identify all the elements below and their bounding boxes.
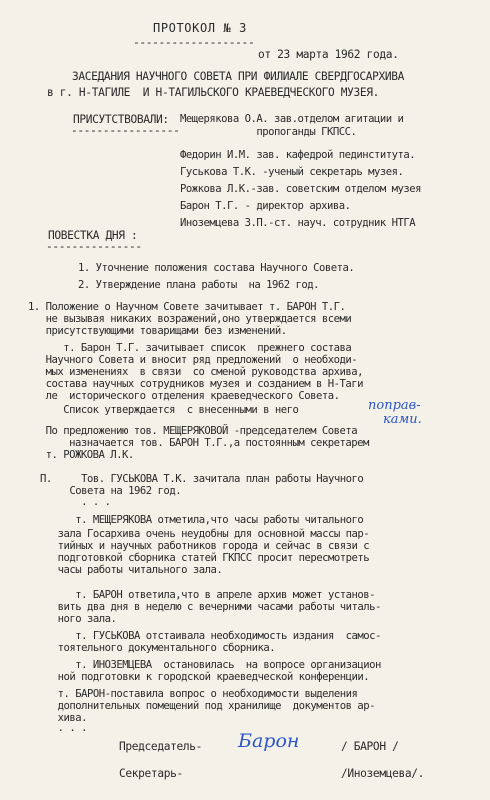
body-line: мых изменениях в связи со сменой руководства архива, <box>28 366 364 378</box>
body-line: Список утверждается с внесенными в него <box>28 404 299 416</box>
agenda-underline: --------------- <box>46 240 142 253</box>
body-line: вить два дня в неделю с вечерними часами работы читаль- <box>40 601 381 613</box>
body-line: . . . <box>40 722 88 734</box>
agenda-label: ПОВЕСТКА ДНЯ : <box>48 229 138 242</box>
attendees-label: ПРИСУТСТВОВАЛИ: <box>73 113 169 126</box>
header-line-1: ЗАСЕДАНИЯ НАУЧНОГО СОВЕТА ПРИ ФИЛИАЛЕ СВЕРДГОСАРХИВА <box>72 70 405 83</box>
title-underline: ------------------- <box>133 36 255 49</box>
body-line: Научного Совета и вносит ряд предложений о необходи- <box>28 354 358 366</box>
body-line: 1. Положение о Научном Совете зачитывает т. БАРОН Т.Г. <box>28 301 346 313</box>
body-line: назначается тов. БАРОН Т.Г.,а постоянным секретарем <box>28 437 369 449</box>
body-line: т. РОЖКОВА Л.К. <box>28 449 134 461</box>
secretary-label: Секретарь- <box>119 767 183 780</box>
body-line: ле исторического отделения краеведческого Совета. <box>28 390 340 402</box>
body-line: т. ГУСЬКОВА отстаивала необходимость издания самос- <box>40 630 381 642</box>
body-line: Совета на 1962 год. <box>40 485 182 497</box>
handwritten-correction-2: ками. <box>383 412 422 427</box>
handwritten-correction-1: поправ- <box>368 398 421 413</box>
body-line: подготовкой сборника статей ГКПСС просит пересмотреть <box>40 552 370 564</box>
body-line: По предложению тов. МЕЩЕРЯКОВОЙ -председателем Совета <box>28 425 358 437</box>
agenda-item: 1. Уточнение положения состава Научного Совета. <box>78 262 355 274</box>
body-line: П. Тов. ГУСЬКОВА Т.К. зачитала план работы Научного <box>40 473 364 485</box>
body-line: т. ИНОЗЕМЦЕВА остановилась на вопросе организацион <box>40 659 381 671</box>
chair-name: / БАРОН / <box>341 740 399 753</box>
body-line: тийных и научных работников города и сейчас в связи с <box>40 540 370 552</box>
attendee-line: пропоганды ГКПСС. <box>180 126 357 138</box>
body-line: не вызывая никаких возражений,оно утверждается всеми <box>28 313 352 325</box>
body-line: т. БАРОН-поставила вопрос о необходимости выделения <box>40 688 358 700</box>
body-line: часы работы читального зала. <box>40 564 223 576</box>
body-line: дополнительных помещений под хранилище документов ар- <box>40 700 376 712</box>
attendee-line: Барон Т.Г. - директор архива. <box>180 200 351 212</box>
attendee-line: Федорин И.М. зав. кафедрой пединститута. <box>180 149 416 161</box>
chair-handwritten-signature: Барон <box>238 730 300 752</box>
attendees-underline: ----------------- <box>71 124 180 137</box>
attendee-line: Гуськова Т.К. -ученый секретарь музея. <box>180 166 404 178</box>
body-line: зала Госархива очень неудобны для основной массы пар- <box>40 528 370 540</box>
body-line: тоятельного документального сборника. <box>40 642 276 654</box>
body-line: состава научных сотрудников музея и созданием в Н-Таги <box>28 378 364 390</box>
body-line: т. Барон Т.Г. зачитывает список прежнего состава <box>28 342 352 354</box>
secretary-name: /Иноземцева/. <box>341 767 425 780</box>
protocol-date: от 23 марта 1962 года. <box>258 48 399 61</box>
protocol-title: ПРОТОКОЛ № 3 <box>153 21 247 35</box>
body-line: ной подготовки к городской краеведческой конференции. <box>40 671 370 683</box>
chair-label: Председатель- <box>119 740 203 753</box>
body-line: хива. <box>40 712 88 724</box>
attendee-line: Иноземцева З.П.-ст. науч. сотрудник НТГА <box>180 217 416 229</box>
body-line: т. БАРОН ответила,что в апреле архив может установ- <box>40 589 376 601</box>
body-line: т. МЕЩЕРЯКОВА отметила,что часы работы читального <box>40 514 364 526</box>
attendee-line: Рожкова Л.К.-зав. советским отделом музея <box>180 183 421 195</box>
body-line: ного зала. <box>40 613 117 625</box>
agenda-item: 2. Утверждение плана работы на 1962 год. <box>78 279 319 291</box>
header-line-2: в г. Н-ТАГИЛЕ И Н-ТАГИЛЬСКОГО КРАЕВЕДЧЕСКОГО МУЗЕЯ. <box>47 86 380 99</box>
body-line: . . . <box>40 496 111 508</box>
body-line: присутствующими товарищами без изменений. <box>28 325 287 337</box>
attendee-line: Мещерякова О.А. зав.отделом агитации и <box>180 113 404 125</box>
